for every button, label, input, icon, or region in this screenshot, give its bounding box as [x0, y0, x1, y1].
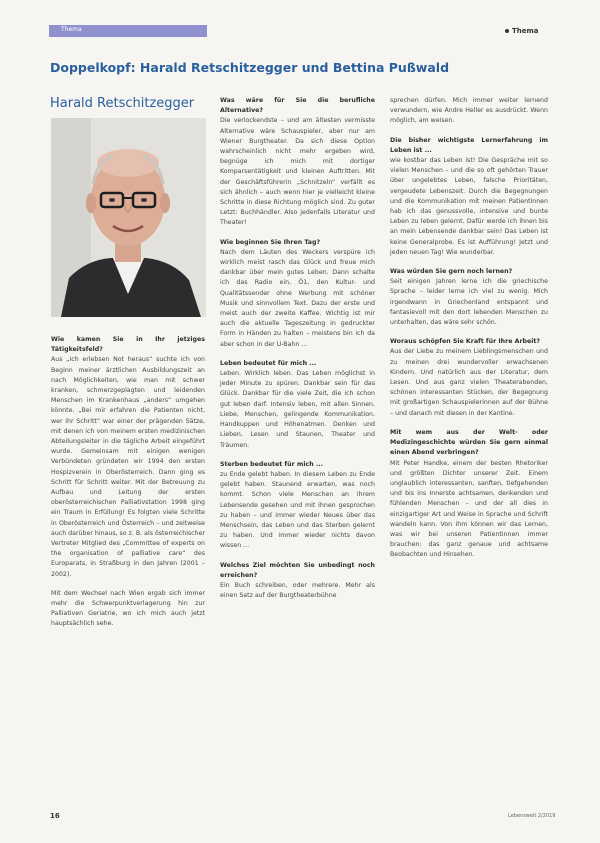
- qa-block-7: [390, 136, 548, 258]
- section-bar-label: Thema: [61, 26, 82, 33]
- question-3: Wie beginnen Sie Ihren Tag?: [220, 238, 321, 246]
- question-9: Woraus schöpfen Sie Kraft für Ihre Arbeit?: [390, 338, 541, 346]
- article-headline: Doppelkopf: Harald Retschitzegger und Bettina Pußwald: [50, 60, 450, 75]
- portrait-photo: [51, 118, 206, 317]
- column-1: [51, 335, 205, 639]
- portrait-illustration: [51, 118, 206, 317]
- answer-6-continued: sprechen dürfen. Mich immer weiter lernend verwundern, wie Andre Heller es ausdrückt. Wenn möglich, am weisen.: [390, 97, 548, 125]
- section-tag: [505, 27, 539, 35]
- section-tag-label: Thema: [512, 27, 539, 35]
- column-2: [220, 96, 375, 610]
- answer-6: Ein Buch schreiben, oder mehrere. Mehr als einen Satz auf der Burgtheaterbühne: [220, 581, 375, 600]
- answer-9: Aus der Liebe zu meinem Lieblingsmenschen und zu meinen drei wundervoller erwachsenen Kindern. Und natürlich aus der Literatur, dem Lesen. Und aus ganz vielen Theaterabenden, schönen interessanten Stücken, der Begegnung mit großartigen Schauspielerinnen auf der Bühne – und danach mit diesen in der Kantine.: [390, 348, 548, 417]
- answer-3: Nach dem Läuten des Weckers verspüre ich wirklich meist rasch das Glück und freue mich dankbar über mein gutes Leben. Dann schalte ich das Radio ein, Ö1, den Kultur- und Qualitätssender ohne Werbung mit schöner Musik und sinnvollem Text. Dazu der erste und meist auch der zweite Kaffee. Wichtig ist mir auch die aktuelle Tageszeitung in gedruckter Form in Händen zu halten – meistens bin ich da aber schon in der U-Bahn ...: [220, 248, 375, 348]
- answer-block-1b: [51, 589, 205, 630]
- question-5: Sterben bedeutet für mich ...: [220, 460, 323, 468]
- section-color-bar: [49, 25, 207, 37]
- bullet-icon: [505, 29, 509, 33]
- answer-block-1: [51, 335, 205, 580]
- page-number: 16: [50, 812, 60, 820]
- qa-block-10: [390, 428, 548, 561]
- question-8: Was würden Sie gern noch lernen?: [390, 268, 513, 276]
- answer-4: Leben. Wirklich leben. Das Leben möglichst in jeder Minute zu spüren. Dankbar sein für das Glück. Dankbar für die viele Zeit, die ich schon gut leben darf. Intensiv leben, mit allen Sinnen. Liebe, Menschen, gelingende Kommunikation. Handkuppen und Höhenatmen. Denken und Lieben, Lesen und Staunen, Theater und Träumen.: [220, 370, 375, 449]
- column-3: [390, 96, 548, 570]
- publication-footer: Lebenswelt 2/2019: [508, 813, 556, 819]
- answer-5: zu Ende gelebt haben. In diesem Leben zu Ende gelebt haben. Staunend erwarten, was noch kommt. Schon viele Menschen an ihrem Lebensende gesehen und mit ihnen gesprochen zu haben – und immer wieder Neues über das Menschsein, das Leben und das Sterben gelernt zu haben. Und immer wieder nichts davon wissen ...: [220, 470, 375, 550]
- answer-7: wie kostbar das Leben ist! Die Gespräche mit so vielen Menschen – und die so oft gehörten Trauer über ungelebtes Leben, falsche Prioritäten, vergeudete Lebenszeit. Durch die Begegnungen und die Kommunikation mit meinen Patientinnen hab ich das genussvolle, intensive und bunte Leben zu leben gelernt. Dafür werde ich ihnen bis an mein Lebensende dankbar sein! Das Leben ist keine Generalprobe. Es ist Aufführung! Jetzt und jeden neuen Tag! Wie wunderbar.: [390, 157, 548, 256]
- answer-1b: Mit dem Wechsel nach Wien ergab sich immer mehr die Schwerpunktverlagerung hin zur Palliativen Geriatrie, wo ich mich auch jetzt hauptsächlich sehe.: [51, 589, 205, 628]
- question-6: Welches Ziel möchten Sie unbedingt noch erreichen?: [220, 561, 375, 579]
- question-1: Wie kamen Sie in Ihr jetziges Tätigkeitsfeld?: [51, 336, 205, 354]
- answer-1: Aus „Ich erlebsen Not heraus“ suchte ich von Beginn meiner ärztlichen Ausbildungszeit an nach Möglichkeiten, wie man mit schwer kranken, schmerzgeplagten und leidenden Menschen im Krankenhaus „anders“ umgehen könnte. „Bei mir erfahren die Patienten nicht, wer ihr Schritt“ war einer der prägenden Sätze, mit denen ich von meinem ersten medizinischen Abteilungsleiter in die tägliche Arbeit eingeführt wurde. Gemeinsam mit einigen wenigen Verbündeten gründeten wir 1994 den ersten Hospizverein in Oberösterreich. Dann ging es Schritt für Schritt weiter. Mit der Betreuung zu Aufbau und Leitung der ersten oberösterreichischen Palliativstation 1998 ging ein Traum in Erfüllung! Es folgten viele Schritte in Oberösterreich und Österreich – und zeitweise auch darüber hinaus, so z. B. als österreichischer Vertreter Mitglied des „Committee of experts on the organisation of palliative care“ des Europarats, in Straßburg in den Jahren (2001 – 2002).: [51, 356, 205, 578]
- answer-8: Seit einigen Jahren lerne ich die griechische Sprache – leider lerne ich viel zu wenig. Mich irgendwann in Griechenland entspannt und fantasievoll mit den dort lebenden Menschen zu unterhalten, das wäre sehr schön.: [390, 278, 548, 327]
- answer-10: Mit Peter Handke, einem der besten Rhetoriker und größten Dichter unserer Zeit. Einem unglaublich interessanten, sanften, tiefgehenden und bis ins Innerste achtsamen, denkenden und fühlenden Menschen – und der all dies in einzigartiger Art und Weise in Sprache und Schrift wandeln kann. Von ihm können wir das Lernen, was wir bei unseren Patientinnen immer brauchen: das ganz genaue und achtsame Beobachten und Hinsehen.: [390, 459, 548, 559]
- qa-block-9: [390, 337, 548, 419]
- qa-block-6-cont: [390, 96, 548, 127]
- person-name: Harald Retschitzegger: [50, 96, 195, 111]
- question-2: Was wäre für Sie die berufliche Alternative?: [220, 97, 375, 115]
- answer-2: Die verlockendste – und am ältesten vermisste Alternative wäre Schauspieler, aber nur am Wiener Burgtheater. Da sich diese Option wahrscheinlich nicht mehr ergeben wird, begnüge ich mich mit dortiger Komparsentätigkeit und kleinen Auftritten. Mit der Geschäftsführerin „Schnitzeln“ verfällt es sich ähnlich – auch wenn hier je vielleicht kleine Schritte in diese Richtung möglich sind. Zu guter Letzt: Buchhändler. Also jedenfalls Literatur und Theater!: [220, 117, 375, 227]
- qa-block-5: [220, 460, 375, 552]
- question-10: Mit wem aus der Welt- oder Medizingeschichte würden Sie gern einmal einen Abend verbringen?: [390, 428, 548, 457]
- qa-block-6: [220, 561, 375, 602]
- qa-block-8: [390, 267, 548, 328]
- qa-block-4: [220, 359, 375, 451]
- qa-block-3: [220, 238, 375, 350]
- question-7: Die bisher wichtigste Lernerfahrung im Leben ist ...: [390, 136, 548, 154]
- qa-block-2: [220, 96, 375, 229]
- question-4: Leben bedeutet für mich ...: [220, 359, 317, 367]
